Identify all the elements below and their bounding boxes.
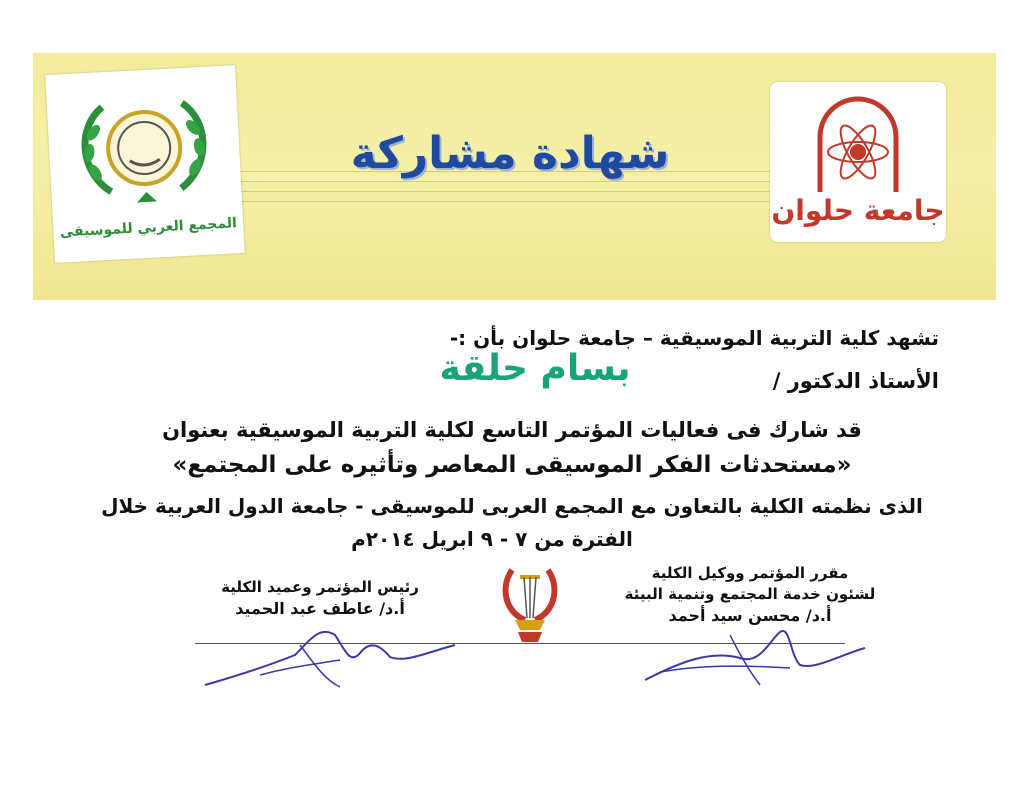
right-signatory-role-2: لشئون خدمة المجتمع وتنمية البيئة [624, 585, 876, 603]
left-signatory-role: رئيس المؤتمر وعميد الكلية [221, 578, 419, 596]
staff-line [203, 201, 803, 202]
certificate-title: شهادة مشاركة [350, 128, 670, 179]
intro-line: تشهد كلية التربية الموسيقية – جامعة حلوان بأن :- [449, 326, 939, 350]
right-signatory-role-1: مقرر المؤتمر ووكيل الكلية [651, 564, 849, 582]
left-logo-caption: المجمع العربي للموسيقى [59, 215, 238, 241]
staff-line [203, 181, 803, 182]
body-line-4: الفترة من ٧ - ٩ ابريل ٢٠١٤م [351, 527, 633, 551]
lyre-icon [500, 562, 560, 644]
recipient-name: بسام حلقة [439, 348, 631, 389]
left-signatory-name: أ.د/ عاطف عبد الحميد [235, 599, 405, 618]
arab-academy-music-logo [45, 65, 245, 263]
body-line-3: الذى نظمته الكلية بالتعاون مع المجمع العربى للموسيقى - جامعة الدول العربية خلال [101, 494, 923, 518]
arab-academy-music-logo-icon [45, 65, 243, 225]
right-logo-caption: جامعة حلوان [771, 194, 945, 227]
signature-icon [200, 605, 460, 700]
signature-icon [640, 610, 870, 695]
staff-line [203, 191, 803, 192]
recipient-prefix: الأستاذ الدكتور / [772, 369, 939, 393]
conference-theme: «مستحدثات الفكر الموسيقى المعاصر وتأثيره على المجتمع» [172, 452, 852, 478]
body-line-1: قد شارك فى فعاليات المؤتمر التاسع لكلية التربية الموسيقية بعنوان [162, 418, 862, 442]
right-signatory-name: أ.د/ محسن سيد أحمد [668, 606, 832, 625]
helwan-university-logo [770, 82, 946, 242]
